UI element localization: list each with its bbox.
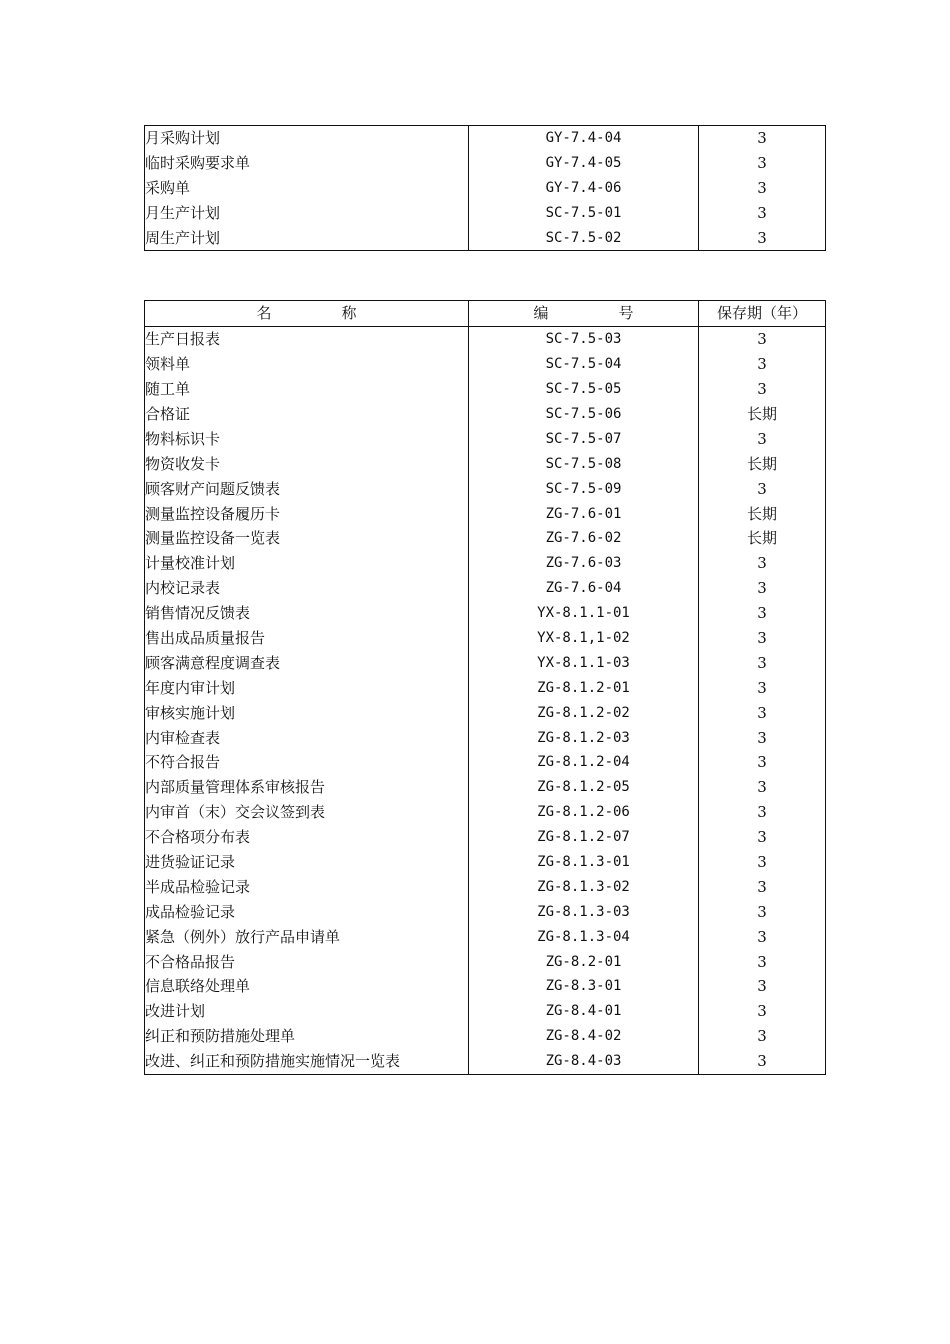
record-name: 紧急（例外）放行产品申请单 <box>145 924 469 949</box>
record-retention-years: 3 <box>699 874 826 899</box>
table-row <box>145 949 826 974</box>
record-name: 年度内审计划 <box>145 675 469 700</box>
record-retention-years: 3 <box>699 650 826 675</box>
record-retention-years: 3 <box>699 377 826 402</box>
record-name: 不合格项分布表 <box>145 825 469 850</box>
record-retention-years: 3 <box>699 800 826 825</box>
record-retention-years: 3 <box>699 226 826 251</box>
record-code: ZG-8.1.3-04 <box>469 924 699 949</box>
record-retention-years: 3 <box>699 551 826 576</box>
header-code-char-1: 编 <box>533 304 549 323</box>
record-code: ZG-7.6-02 <box>469 526 699 551</box>
table-row <box>145 426 826 451</box>
records-table <box>144 300 826 1075</box>
record-retention-years: 3 <box>699 1049 826 1074</box>
record-code: ZG-8.4-03 <box>469 1049 699 1074</box>
record-code: ZG-8.1.2-01 <box>469 675 699 700</box>
record-code: ZG-8.3-01 <box>469 974 699 999</box>
table-row <box>145 326 826 351</box>
table-row <box>145 775 826 800</box>
record-retention-years: 3 <box>699 899 826 924</box>
table-row <box>145 352 826 377</box>
record-name: 半成品检验记录 <box>145 874 469 899</box>
record-code: YX-8.1,1-02 <box>469 626 699 651</box>
record-retention-years: 3 <box>699 949 826 974</box>
table-row <box>145 176 826 201</box>
record-code: SC-7.5-05 <box>469 377 699 402</box>
table-row <box>145 151 826 176</box>
record-retention-years: 3 <box>699 426 826 451</box>
table-row <box>145 725 826 750</box>
record-name: 生产日报表 <box>145 326 469 351</box>
record-code: ZG-7.6-04 <box>469 576 699 601</box>
table-row <box>145 626 826 651</box>
header-code-char-2: 号 <box>618 304 634 323</box>
table-row <box>145 576 826 601</box>
record-name: 计量校准计划 <box>145 551 469 576</box>
table-row <box>145 1024 826 1049</box>
record-name: 临时采购要求单 <box>145 151 469 176</box>
record-code: SC-7.5-09 <box>469 476 699 501</box>
table-row <box>145 476 826 501</box>
record-code: ZG-7.6-01 <box>469 501 699 526</box>
record-code: YX-8.1.1-01 <box>469 601 699 626</box>
record-name: 内部质量管理体系审核报告 <box>145 775 469 800</box>
record-code: GY-7.4-04 <box>469 126 699 151</box>
record-name: 改进、纠正和预防措施实施情况一览表 <box>145 1049 469 1074</box>
record-code: SC-7.5-01 <box>469 201 699 226</box>
table-row <box>145 201 826 226</box>
record-retention-years: 3 <box>699 775 826 800</box>
table-row <box>145 825 826 850</box>
record-code: ZG-8.4-02 <box>469 1024 699 1049</box>
record-name: 采购单 <box>145 176 469 201</box>
record-code: ZG-8.1.2-07 <box>469 825 699 850</box>
record-name: 测量监控设备履历卡 <box>145 501 469 526</box>
record-code: ZG-8.1.2-05 <box>469 775 699 800</box>
record-code: ZG-8.1.2-03 <box>469 725 699 750</box>
record-name: 改进计划 <box>145 999 469 1024</box>
table-row <box>145 850 826 875</box>
record-name: 周生产计划 <box>145 226 469 251</box>
record-retention-years: 3 <box>699 675 826 700</box>
record-code: ZG-8.1.3-02 <box>469 874 699 899</box>
record-retention-years: 长期 <box>699 451 826 476</box>
table-row <box>145 226 826 251</box>
table-row <box>145 1049 826 1074</box>
record-name: 售出成品质量报告 <box>145 626 469 651</box>
record-code: ZG-8.1.2-04 <box>469 750 699 775</box>
header-row <box>145 301 826 327</box>
table-row <box>145 526 826 551</box>
record-code: YX-8.1.1-03 <box>469 650 699 675</box>
record-name: 信息联络处理单 <box>145 974 469 999</box>
record-name: 不合格品报告 <box>145 949 469 974</box>
table-row <box>145 924 826 949</box>
table-row <box>145 551 826 576</box>
record-name: 顾客财产问题反馈表 <box>145 476 469 501</box>
table-row <box>145 974 826 999</box>
record-retention-years: 3 <box>699 201 826 226</box>
records-table-body <box>145 326 826 1074</box>
record-retention-years: 3 <box>699 126 826 151</box>
record-retention-years: 3 <box>699 750 826 775</box>
table-row <box>145 377 826 402</box>
record-retention-years: 3 <box>699 626 826 651</box>
record-code: ZG-8.1.3-01 <box>469 850 699 875</box>
table-header <box>145 301 826 327</box>
table-row <box>145 650 826 675</box>
record-retention-years: 3 <box>699 176 826 201</box>
table-row <box>145 874 826 899</box>
record-code: SC-7.5-02 <box>469 226 699 251</box>
record-retention-years: 长期 <box>699 526 826 551</box>
record-retention-years: 3 <box>699 725 826 750</box>
record-code: SC-7.5-07 <box>469 426 699 451</box>
record-name: 不符合报告 <box>145 750 469 775</box>
record-retention-years: 3 <box>699 352 826 377</box>
table-row <box>145 750 826 775</box>
record-code: ZG-8.1.2-06 <box>469 800 699 825</box>
record-name: 月采购计划 <box>145 126 469 151</box>
table-row <box>145 402 826 427</box>
record-retention-years: 3 <box>699 151 826 176</box>
record-retention-years: 3 <box>699 850 826 875</box>
record-name: 进货验证记录 <box>145 850 469 875</box>
record-name: 内审首（末）交会议签到表 <box>145 800 469 825</box>
table-row <box>145 601 826 626</box>
header-name-char-2: 称 <box>341 304 357 323</box>
record-code: SC-7.5-03 <box>469 326 699 351</box>
record-retention-years: 3 <box>699 1024 826 1049</box>
table-row <box>145 899 826 924</box>
record-retention-years: 3 <box>699 326 826 351</box>
table-row <box>145 700 826 725</box>
header-name <box>145 301 469 327</box>
record-code: SC-7.5-08 <box>469 451 699 476</box>
record-code: SC-7.5-04 <box>469 352 699 377</box>
record-retention-years: 3 <box>699 924 826 949</box>
table-row <box>145 501 826 526</box>
record-code: ZG-8.1.2-02 <box>469 700 699 725</box>
record-name: 月生产计划 <box>145 201 469 226</box>
records-table-body <box>145 126 826 251</box>
record-retention-years: 长期 <box>699 501 826 526</box>
record-retention-years: 长期 <box>699 402 826 427</box>
record-retention-years: 3 <box>699 700 826 725</box>
record-retention-years: 3 <box>699 999 826 1024</box>
table-row <box>145 800 826 825</box>
record-name: 纠正和预防措施处理单 <box>145 1024 469 1049</box>
record-name: 领料单 <box>145 352 469 377</box>
record-code: GY-7.4-06 <box>469 176 699 201</box>
header-retention-years: 保存期（年） <box>699 301 826 327</box>
record-name: 合格证 <box>145 402 469 427</box>
records-table-continued <box>144 125 826 251</box>
record-code: GY-7.4-05 <box>469 151 699 176</box>
record-name: 测量监控设备一览表 <box>145 526 469 551</box>
record-name: 销售情况反馈表 <box>145 601 469 626</box>
record-code: SC-7.5-06 <box>469 402 699 427</box>
record-code: ZG-8.1.3-03 <box>469 899 699 924</box>
table-row <box>145 999 826 1024</box>
record-code: ZG-8.2-01 <box>469 949 699 974</box>
record-name: 顾客满意程度调查表 <box>145 650 469 675</box>
record-name: 成品检验记录 <box>145 899 469 924</box>
record-name: 物料标识卡 <box>145 426 469 451</box>
record-name: 审核实施计划 <box>145 700 469 725</box>
table-row <box>145 675 826 700</box>
record-name: 内审检查表 <box>145 725 469 750</box>
table-row <box>145 451 826 476</box>
record-code: ZG-8.4-01 <box>469 999 699 1024</box>
record-retention-years: 3 <box>699 825 826 850</box>
header-code <box>469 301 699 327</box>
record-name: 内校记录表 <box>145 576 469 601</box>
record-name: 物资收发卡 <box>145 451 469 476</box>
record-retention-years: 3 <box>699 576 826 601</box>
header-name-char-1: 名 <box>256 304 272 323</box>
table-row <box>145 126 826 151</box>
record-name: 随工单 <box>145 377 469 402</box>
record-retention-years: 3 <box>699 601 826 626</box>
record-code: ZG-7.6-03 <box>469 551 699 576</box>
record-retention-years: 3 <box>699 476 826 501</box>
record-retention-years: 3 <box>699 974 826 999</box>
